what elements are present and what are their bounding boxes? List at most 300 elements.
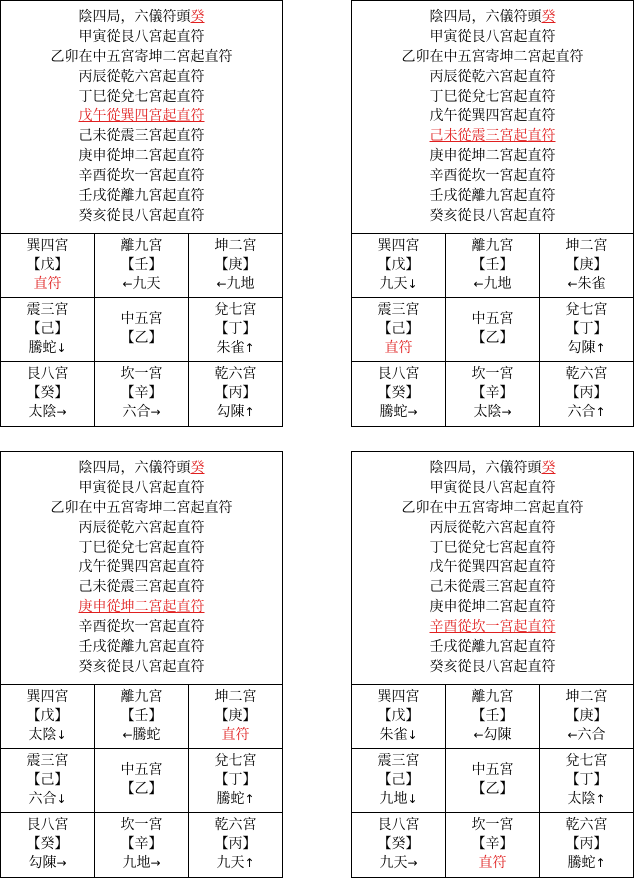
arrow-down-icon: ↓ <box>407 276 418 291</box>
rule-line <box>1 638 282 658</box>
deity-name: 太陰 <box>567 790 596 807</box>
rule-line <box>352 207 633 227</box>
palace-grid <box>1 233 282 426</box>
line-text: 壬戌從離九宮起直符 <box>429 639 556 656</box>
line-text: 丁巳從兌七宮起直符 <box>78 539 205 556</box>
stem-label: 【丙】 <box>214 836 257 853</box>
line-text: 辛酉從坎一宮起直符 <box>429 168 556 185</box>
palace-cell-zhen3 <box>352 749 446 813</box>
deity-name: 九地 <box>122 855 151 872</box>
rule-line <box>1 618 282 638</box>
palace-cell-dui7 <box>189 298 282 362</box>
arrow-left-icon: ← <box>216 276 227 291</box>
rule-line <box>1 48 282 68</box>
deity-name: 勾陳 <box>567 339 596 356</box>
palace-cell-kun2 <box>540 234 633 298</box>
zhifu-label: 直符 <box>478 855 507 872</box>
arrow-down-icon: ↓ <box>56 791 67 806</box>
line-text: 甲寅從艮八宮起直符 <box>78 28 205 45</box>
palace-name: 坤二宮 <box>214 688 257 705</box>
deity-name: 勾陳 <box>28 855 57 872</box>
deity-name: 六合 <box>28 790 57 807</box>
palace-cell-qian6 <box>540 362 633 426</box>
rule-line <box>352 167 633 187</box>
arrow-up-icon: ↑ <box>595 405 606 420</box>
rule-line <box>1 479 282 499</box>
deity-line <box>567 275 605 294</box>
line-text: 戊午從巽四宮起直符 <box>78 559 205 576</box>
arrow-left-icon: ← <box>122 276 133 291</box>
chart-title <box>1 8 282 28</box>
stem-label: 【癸】 <box>377 836 420 853</box>
stem-label: 【辛】 <box>471 836 514 853</box>
line-text: 己未從震三宮起直符 <box>78 128 205 145</box>
palace-name: 乾六宮 <box>565 817 608 834</box>
rule-line <box>352 107 633 127</box>
arrow-left-icon: ← <box>473 727 484 742</box>
palace-name: 震三宮 <box>377 752 420 769</box>
rule-line <box>1 207 282 227</box>
deity-name: 朱雀 <box>216 339 245 356</box>
deity-line <box>28 339 66 358</box>
rule-line <box>352 127 633 147</box>
deity-name: 騰蛇 <box>216 790 245 807</box>
rule-line <box>1 88 282 108</box>
palace-cell-qian6 <box>189 362 282 426</box>
palace-name: 坤二宮 <box>565 237 608 254</box>
stem-label: 【癸】 <box>26 385 69 402</box>
palace-name: 兌七宮 <box>565 301 608 318</box>
deity-line <box>473 275 511 294</box>
rule-line <box>1 127 282 147</box>
arrow-up-icon: ↑ <box>244 340 255 355</box>
stem-label: 【乙】 <box>471 781 514 798</box>
zhifu-label: 直符 <box>221 726 250 743</box>
palace-name: 艮八宮 <box>377 366 420 383</box>
rule-line <box>352 618 633 638</box>
deity-line <box>567 339 605 358</box>
line-text: 癸亥從艮八宮起直符 <box>78 207 205 224</box>
rule-line <box>352 48 633 68</box>
stem-label: 【戊】 <box>377 707 420 724</box>
qimen-chart-panel-3 <box>0 451 283 878</box>
palace-name: 坤二宮 <box>565 688 608 705</box>
stem-label: 【癸】 <box>26 836 69 853</box>
palace-name: 震三宮 <box>377 301 420 318</box>
palace-name: 坎一宮 <box>471 817 514 834</box>
deity-name: 九地 <box>483 275 512 292</box>
rule-line <box>352 187 633 207</box>
highlighted-text: 庚申從坤二宮起直符 <box>78 599 205 616</box>
arrow-down-icon: ↓ <box>407 727 418 742</box>
line-text: 壬戌從離九宮起直符 <box>429 188 556 205</box>
deity-line <box>379 403 417 422</box>
palace-name: 巽四宮 <box>26 237 69 254</box>
panel-header <box>352 452 633 684</box>
deity-line <box>379 275 417 294</box>
deity-name: 騰蛇 <box>379 404 408 421</box>
palace-name: 震三宮 <box>26 301 69 318</box>
arrow-down-icon: ↓ <box>407 791 418 806</box>
palace-cell-li9 <box>95 685 189 749</box>
arrow-left-icon: ← <box>567 276 578 291</box>
deity-line <box>216 854 254 873</box>
line-text: 陰四局，六儀符頭 <box>78 460 191 476</box>
palace-cell-li9 <box>446 685 540 749</box>
stem-label: 【丙】 <box>214 385 257 402</box>
rule-line <box>1 539 282 559</box>
rule-line <box>352 499 633 519</box>
arrow-right-icon: → <box>150 856 161 871</box>
arrow-up-icon: ↑ <box>244 405 255 420</box>
rule-line <box>352 638 633 658</box>
stem-label: 【戊】 <box>26 256 69 273</box>
stem-label: 【丁】 <box>565 320 608 337</box>
palace-name: 離九宮 <box>120 237 163 254</box>
line-text: 甲寅從艮八宮起直符 <box>78 479 205 496</box>
deity-name: 九天 <box>379 275 408 292</box>
panel-header <box>1 1 282 233</box>
line-text: 辛酉從坎一宮起直符 <box>78 168 205 185</box>
line-text: 戊午從巽四宮起直符 <box>429 559 556 576</box>
deity-line <box>28 790 66 809</box>
palace-cell-kan1 <box>95 813 189 877</box>
rule-line <box>1 598 282 618</box>
deity-line <box>379 854 417 873</box>
stem-label: 【乙】 <box>120 330 163 347</box>
palace-name: 兌七宮 <box>214 301 257 318</box>
line-text: 陰四局，六儀符頭 <box>429 460 542 476</box>
deity-name: 九地 <box>226 275 255 292</box>
chart-title <box>352 459 633 479</box>
line-text: 丙辰從乾六宮起直符 <box>429 519 556 536</box>
deity-name: 九天 <box>132 275 161 292</box>
deity-name: 九天 <box>216 855 245 872</box>
palace-grid <box>1 684 282 877</box>
palace-name: 離九宮 <box>471 237 514 254</box>
line-text: 丁巳從兌七宮起直符 <box>429 88 556 105</box>
line-text: 甲寅從艮八宮起直符 <box>429 28 556 45</box>
arrow-up-icon: ↑ <box>595 340 606 355</box>
palace-name: 中五宮 <box>471 762 514 779</box>
zhifu-label: 直符 <box>384 339 413 356</box>
arrow-right-icon: → <box>407 405 418 420</box>
palace-grid <box>352 684 633 877</box>
rule-line <box>1 147 282 167</box>
arrow-up-icon: ↑ <box>595 856 606 871</box>
deity-name: 六合 <box>567 404 596 421</box>
line-text: 庚申從坤二宮起直符 <box>78 148 205 165</box>
palace-name: 坎一宮 <box>120 366 163 383</box>
line-text: 丁巳從兌七宮起直符 <box>429 539 556 556</box>
arrow-up-icon: ↑ <box>244 856 255 871</box>
stem-label: 【丙】 <box>565 836 608 853</box>
deity-name: 騰蛇 <box>132 726 161 743</box>
line-text: 壬戌從離九宮起直符 <box>78 188 205 205</box>
line-text: 己未從震三宮起直符 <box>429 579 556 596</box>
deity-name: 朱雀 <box>379 726 408 743</box>
palace-name: 兌七宮 <box>214 752 257 769</box>
deity-line <box>34 275 62 294</box>
deity-line <box>216 339 254 358</box>
line-text: 己未從震三宮起直符 <box>78 579 205 596</box>
deity-line <box>379 726 417 745</box>
panel-header <box>1 452 282 684</box>
palace-cell-kun2 <box>540 685 633 749</box>
rule-line <box>1 28 282 48</box>
stem-label: 【丁】 <box>565 771 608 788</box>
arrow-up-icon: ↑ <box>595 791 606 806</box>
highlighted-text: 癸 <box>541 460 556 476</box>
line-text: 丙辰從乾六宮起直符 <box>78 519 205 536</box>
rule-line <box>1 499 282 519</box>
line-text: 乙卯在中五宮寄坤二宮起直符 <box>50 499 233 516</box>
stem-label: 【戊】 <box>377 256 420 273</box>
palace-cell-dui7 <box>189 749 282 813</box>
palace-cell-xun4 <box>1 685 95 749</box>
palace-name: 坎一宮 <box>120 817 163 834</box>
deity-line <box>567 726 605 745</box>
deity-name: 九地 <box>379 790 408 807</box>
deity-name: 九天 <box>379 855 408 872</box>
panel-header <box>352 1 633 233</box>
rule-line <box>1 558 282 578</box>
palace-name: 巽四宮 <box>26 688 69 705</box>
stem-label: 【壬】 <box>471 707 514 724</box>
line-text: 癸亥從艮八宮起直符 <box>429 207 556 224</box>
qimen-chart-panel-4 <box>351 451 634 878</box>
palace-name: 坎一宮 <box>471 366 514 383</box>
arrow-left-icon: ← <box>567 727 578 742</box>
stem-label: 【庚】 <box>565 256 608 273</box>
arrow-right-icon: → <box>407 856 418 871</box>
deity-line <box>122 726 160 745</box>
qimen-chart-panel-1 <box>0 0 283 427</box>
arrow-down-icon: ↓ <box>56 340 67 355</box>
palace-cell-qian6 <box>540 813 633 877</box>
stem-label: 【癸】 <box>377 385 420 402</box>
deity-line <box>567 790 605 809</box>
palace-cell-li9 <box>95 234 189 298</box>
rule-line <box>352 658 633 678</box>
line-text: 丙辰從乾六宮起直符 <box>78 68 205 85</box>
palace-cell-xun4 <box>352 685 446 749</box>
palace-cell-gen8 <box>1 362 95 426</box>
palace-cell-kun2 <box>189 234 282 298</box>
highlighted-text: 癸 <box>190 9 205 25</box>
palace-cell-gen8 <box>352 813 446 877</box>
deity-name: 太陰 <box>473 404 502 421</box>
rule-line <box>352 598 633 618</box>
stem-label: 【丁】 <box>214 771 257 788</box>
deity-name: 太陰 <box>28 726 57 743</box>
deity-name: 勾陳 <box>483 726 512 743</box>
palace-name: 中五宮 <box>471 311 514 328</box>
deity-line <box>122 275 160 294</box>
stem-label: 【乙】 <box>120 781 163 798</box>
arrow-right-icon: → <box>56 856 67 871</box>
rule-line <box>352 88 633 108</box>
stem-label: 【壬】 <box>120 707 163 724</box>
stem-label: 【丙】 <box>565 385 608 402</box>
deity-name: 太陰 <box>28 404 57 421</box>
deity-name: 六合 <box>122 404 151 421</box>
arrow-right-icon: → <box>56 405 67 420</box>
palace-cell-kan1 <box>95 362 189 426</box>
deity-line <box>222 726 250 745</box>
stem-label: 【辛】 <box>120 385 163 402</box>
line-text: 陰四局，六儀符頭 <box>78 9 191 25</box>
rule-line <box>1 68 282 88</box>
palace-name: 艮八宮 <box>26 366 69 383</box>
stem-label: 【庚】 <box>565 707 608 724</box>
deity-name: 六合 <box>577 726 606 743</box>
rule-line <box>1 658 282 678</box>
stem-label: 【丁】 <box>214 320 257 337</box>
highlighted-text: 辛酉從坎一宮起直符 <box>429 619 556 636</box>
deity-line <box>122 403 160 422</box>
palace-name: 離九宮 <box>471 688 514 705</box>
palace-name: 艮八宮 <box>377 817 420 834</box>
palace-cell-zhong5 <box>446 298 540 362</box>
rule-line <box>1 187 282 207</box>
palace-name: 中五宮 <box>120 762 163 779</box>
deity-name: 騰蛇 <box>567 855 596 872</box>
palace-cell-zhong5 <box>95 749 189 813</box>
deity-line <box>216 403 254 422</box>
palace-cell-kan1 <box>446 362 540 426</box>
arrow-right-icon: → <box>150 405 161 420</box>
palace-name: 震三宮 <box>26 752 69 769</box>
deity-line <box>567 854 605 873</box>
palace-cell-dui7 <box>540 749 633 813</box>
line-text: 甲寅從艮八宮起直符 <box>429 479 556 496</box>
highlighted-text: 戊午從巽四宮起直符 <box>78 108 205 125</box>
line-text: 乙卯在中五宮寄坤二宮起直符 <box>401 499 584 516</box>
deity-line <box>28 726 66 745</box>
deity-line <box>28 403 66 422</box>
highlighted-text: 癸 <box>541 9 556 25</box>
palace-cell-qian6 <box>189 813 282 877</box>
rule-line <box>352 558 633 578</box>
palace-cell-dui7 <box>540 298 633 362</box>
arrow-left-icon: ← <box>122 727 133 742</box>
deity-line <box>216 790 254 809</box>
arrow-left-icon: ← <box>473 276 484 291</box>
palace-cell-gen8 <box>352 362 446 426</box>
palace-cell-zhen3 <box>1 298 95 362</box>
line-text: 乙卯在中五宮寄坤二宮起直符 <box>50 48 233 65</box>
palace-name: 艮八宮 <box>26 817 69 834</box>
line-text: 戊午從巽四宮起直符 <box>429 108 556 125</box>
stem-label: 【己】 <box>26 320 69 337</box>
line-text: 丁巳從兌七宮起直符 <box>78 88 205 105</box>
highlighted-text: 己未從震三宮起直符 <box>429 128 556 145</box>
stem-label: 【壬】 <box>471 256 514 273</box>
line-text: 陰四局，六儀符頭 <box>429 9 542 25</box>
zhifu-label: 直符 <box>33 275 62 292</box>
palace-cell-kun2 <box>189 685 282 749</box>
line-text: 乙卯在中五宮寄坤二宮起直符 <box>401 48 584 65</box>
palace-grid <box>352 233 633 426</box>
deity-line <box>473 726 511 745</box>
line-text: 庚申從坤二宮起直符 <box>429 599 556 616</box>
deity-line <box>567 403 605 422</box>
deity-name: 朱雀 <box>577 275 606 292</box>
palace-name: 兌七宮 <box>565 752 608 769</box>
palace-name: 巽四宮 <box>377 688 420 705</box>
rule-line <box>1 578 282 598</box>
stem-label: 【己】 <box>26 771 69 788</box>
rule-line <box>352 539 633 559</box>
palace-name: 乾六宮 <box>214 817 257 834</box>
palace-cell-xun4 <box>1 234 95 298</box>
rule-line <box>1 519 282 539</box>
rule-line <box>352 28 633 48</box>
rule-line <box>352 147 633 167</box>
palace-cell-zhen3 <box>1 749 95 813</box>
arrow-down-icon: ↓ <box>56 727 67 742</box>
palace-cell-zhen3 <box>352 298 446 362</box>
deity-name: 勾陳 <box>216 404 245 421</box>
stem-label: 【己】 <box>377 771 420 788</box>
rule-line <box>352 479 633 499</box>
rule-line <box>1 107 282 127</box>
deity-line <box>122 854 160 873</box>
rule-line <box>1 167 282 187</box>
chart-title <box>1 459 282 479</box>
palace-cell-zhong5 <box>446 749 540 813</box>
arrow-up-icon: ↑ <box>244 791 255 806</box>
chart-title <box>352 8 633 28</box>
deity-line <box>385 339 413 358</box>
deity-line <box>379 790 417 809</box>
highlighted-text: 癸 <box>190 460 205 476</box>
deity-name: 騰蛇 <box>28 339 57 356</box>
stem-label: 【辛】 <box>120 836 163 853</box>
line-text: 丙辰從乾六宮起直符 <box>429 68 556 85</box>
palace-name: 巽四宮 <box>377 237 420 254</box>
line-text: 癸亥從艮八宮起直符 <box>78 658 205 675</box>
arrow-right-icon: → <box>501 405 512 420</box>
qimen-chart-panel-2 <box>351 0 634 427</box>
deity-line <box>479 854 507 873</box>
stem-label: 【庚】 <box>214 256 257 273</box>
palace-name: 坤二宮 <box>214 237 257 254</box>
line-text: 壬戌從離九宮起直符 <box>78 639 205 656</box>
rule-line <box>352 519 633 539</box>
palace-name: 中五宮 <box>120 311 163 328</box>
line-text: 辛酉從坎一宮起直符 <box>78 619 205 636</box>
rule-line <box>352 68 633 88</box>
deity-line <box>28 854 66 873</box>
line-text: 癸亥從艮八宮起直符 <box>429 658 556 675</box>
palace-cell-kan1 <box>446 813 540 877</box>
stem-label: 【辛】 <box>471 385 514 402</box>
palace-name: 乾六宮 <box>565 366 608 383</box>
line-text: 庚申從坤二宮起直符 <box>429 148 556 165</box>
stem-label: 【壬】 <box>120 256 163 273</box>
palace-name: 乾六宮 <box>214 366 257 383</box>
stem-label: 【戊】 <box>26 707 69 724</box>
deity-line <box>216 275 254 294</box>
palace-cell-li9 <box>446 234 540 298</box>
palace-cell-zhong5 <box>95 298 189 362</box>
stem-label: 【己】 <box>377 320 420 337</box>
deity-line <box>473 403 511 422</box>
palace-cell-xun4 <box>352 234 446 298</box>
stem-label: 【乙】 <box>471 330 514 347</box>
